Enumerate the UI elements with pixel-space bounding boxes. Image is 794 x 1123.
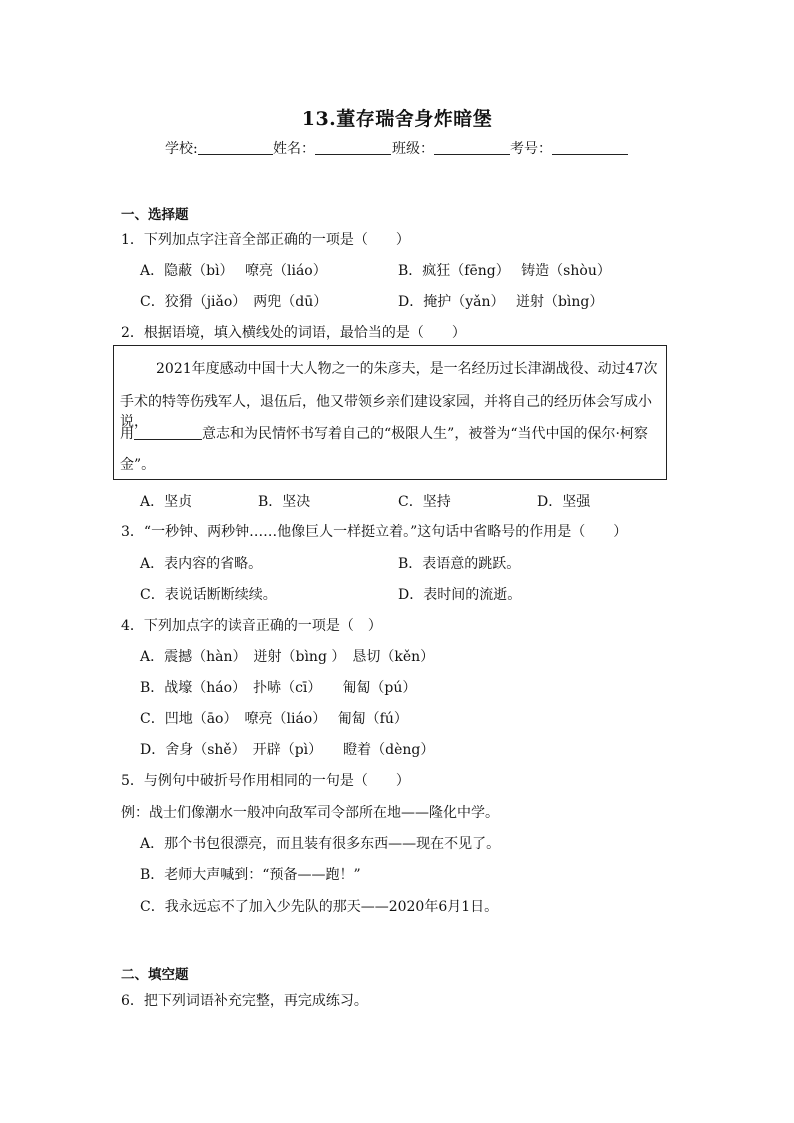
passage-line-3-pre: 用	[120, 426, 134, 442]
name-field[interactable]	[273, 138, 391, 158]
question-4-option-b[interactable]: B．战壕（háo） 扑哧（cī） 匍匐（pú）	[140, 680, 417, 696]
question-1-option-d[interactable]: D．掩护（yǎn） 迸射（bìng）	[398, 294, 604, 310]
question-3-stem: 3．“一秒钟、两秒钟……他像巨人一样挺立着。”这句话中省略号的作用是（ ）	[121, 524, 628, 540]
question-2-option-b[interactable]: B．坚决	[258, 494, 311, 510]
class-label: 班级：	[392, 141, 434, 157]
question-2-option-d[interactable]: D．坚强	[537, 494, 591, 510]
question-1-option-b[interactable]: B．疯狂（fēng） 铸造（shòu）	[398, 263, 611, 279]
question-3-option-d[interactable]: D．表时间的流逝。	[398, 587, 522, 603]
question-4-option-a[interactable]: A．震撼（hàn） 迸射（bìng ） 恳切（kěn）	[140, 649, 435, 665]
number-blank[interactable]	[552, 140, 628, 155]
question-2-option-c[interactable]: C．坚持	[398, 494, 451, 510]
question-2-stem: 2．根据语境，填入横线处的词语，最恰当的是（ ）	[121, 325, 466, 341]
question-5-stem: 5．与例句中破折号作用相同的一句是（ ）	[121, 773, 410, 789]
class-field[interactable]	[392, 138, 510, 158]
passage-line-4: 金”。	[120, 457, 156, 473]
question-3-option-b[interactable]: B．表语意的跳跃。	[398, 556, 521, 572]
question-4-stem: 4．下列加点字的读音正确的一项是（ ）	[121, 618, 382, 634]
question-5-example: 例：战士们像潮水一般冲向敌军司令部所在地——隆化中学。	[121, 805, 499, 821]
school-field[interactable]	[165, 138, 273, 158]
number-label: 考号：	[510, 141, 552, 157]
question-5-option-b[interactable]: B．老师大声喊到：“预备——跑！”	[140, 867, 361, 883]
question-3-option-a[interactable]: A．表内容的省略。	[140, 556, 263, 572]
question-1-option-a[interactable]: A．隐蔽（bì） 嘹亮（liáo）	[140, 263, 327, 279]
page-title: 13.董存瑞舍身炸暗堡	[301, 108, 493, 130]
passage-line-3	[120, 423, 648, 443]
question-2-passage-box	[113, 345, 667, 480]
question-3-option-c[interactable]: C．表说话断断续续。	[140, 587, 277, 603]
section-heading-fill: 二、填空题	[121, 967, 189, 983]
question-4-option-d[interactable]: D．舍身（shě） 开辟（pì） 瞪着（dèng）	[140, 742, 435, 758]
class-blank[interactable]	[434, 140, 510, 155]
passage-line-2: 手术的特等伤残军人，退伍后，他又带领乡亲们建设家园，并将自己的经历体会写成小说，	[120, 394, 652, 430]
number-field[interactable]	[510, 138, 628, 158]
section-heading-choice: 一、选择题	[121, 207, 189, 223]
name-label: 姓名：	[273, 141, 315, 157]
question-1-stem: 1．下列加点字注音全部正确的一项是（ ）	[121, 232, 410, 248]
question-6-stem: 6．把下列词语补充完整，再完成练习。	[121, 993, 368, 1009]
school-blank[interactable]	[198, 140, 273, 155]
passage-answer-blank[interactable]	[134, 426, 202, 440]
question-4-option-c[interactable]: C．凹地（āo） 嘹亮（liáo） 匍匐（fú）	[140, 711, 408, 727]
question-2-option-a[interactable]: A．坚贞	[140, 494, 193, 510]
question-5-option-c[interactable]: C．我永远忘不了加入少先队的那天——2020年6月1日。	[140, 899, 499, 915]
name-blank[interactable]	[315, 140, 391, 155]
school-label: 学校:	[165, 141, 198, 157]
question-1-option-c[interactable]: C．狡猾（jiǎo） 两兜（dū）	[140, 294, 328, 310]
question-5-option-a[interactable]: A．那个书包很漂亮，而且装有很多东西——现在不见了。	[140, 836, 501, 852]
passage-line-3-post: 意志和为民情怀书写着自己的“极限人生”，被誉为“当代中国的保尔·柯察	[202, 426, 648, 442]
passage-line-1: 2021年度感动中国十大人物之一的朱彦夫，是一名经历过长津湖战役、动过47次	[156, 361, 658, 377]
